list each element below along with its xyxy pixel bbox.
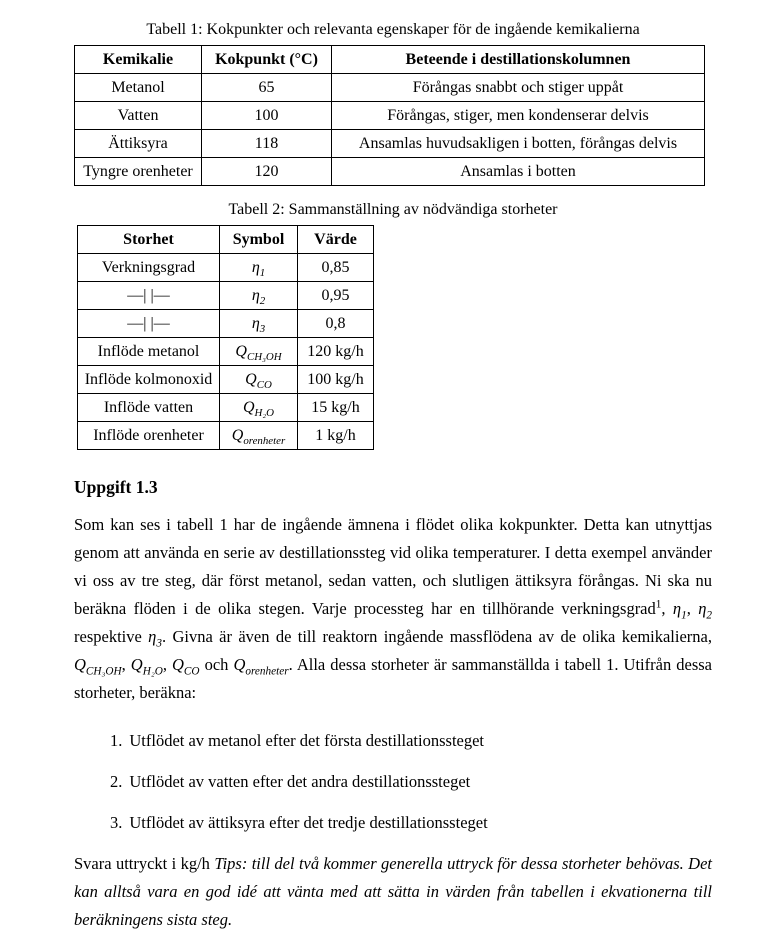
cell-varde: 0,8 — [298, 310, 374, 338]
table-row — [78, 366, 374, 394]
table-row — [75, 102, 705, 130]
cell-symbol — [220, 254, 298, 282]
table1-header-beteende: Beteende i destillationskolumnen — [332, 46, 705, 74]
table1-header-kokpunkt: Kokpunkt (°C) — [202, 46, 332, 74]
task-list — [74, 727, 712, 836]
cell-storhet: Verkningsgrad — [78, 254, 220, 282]
list-item — [110, 809, 712, 836]
symbol-eta2: $\eta_2$ — [698, 599, 712, 622]
cell-storhet: Inflöde orenheter — [78, 422, 220, 450]
cell-varde: 15 kg/h — [298, 394, 374, 422]
cell-varde: 1 kg/h — [298, 422, 374, 450]
tips-text: Tips: till del två kommer generella uttryck för dessa storheter behövas. Det kan alltså vara en god idé att vänta med att sätta in värden från tabellen i ekvationerna till beräkningens sista steg. — [74, 854, 712, 929]
symbol-q-ch3oh: $Q_{CH_3OH}$ — [74, 655, 122, 678]
cell-storhet: —| |— — [78, 282, 220, 310]
symbol-eta1: $\eta_1$ — [251, 259, 266, 280]
table2-header-symbol: Symbol — [220, 226, 298, 254]
table2-header-varde: Värde — [298, 226, 374, 254]
cell-storhet: —| |— — [78, 310, 220, 338]
table1-header-row — [75, 46, 705, 74]
cell-kemikalie: Metanol — [75, 74, 202, 102]
list-item-text: Utflödet av metanol efter det första destillationssteget — [129, 731, 485, 750]
cell-varde: 0,95 — [298, 282, 374, 310]
cell-storhet: Inflöde kolmonoxid — [78, 366, 220, 394]
table-row — [78, 422, 374, 450]
symbol-eta3: $\eta_3$ — [251, 315, 266, 336]
symbol-eta1: $\eta_1$ — [672, 599, 687, 622]
cell-beteende: Förångas, stiger, men kondenserar delvis — [332, 102, 705, 130]
cell-varde: 0,85 — [298, 254, 374, 282]
cell-kokpunkt: 65 — [202, 74, 332, 102]
cell-beteende: Förångas snabbt och stiger uppåt — [332, 74, 705, 102]
table1-header-kemikalie: Kemikalie — [75, 46, 202, 74]
symbol-q-orenheter: $Q_{orenheter}$ — [231, 427, 286, 448]
cell-kemikalie: Vatten — [75, 102, 202, 130]
table-row — [75, 74, 705, 102]
table2-header-row — [78, 226, 374, 254]
symbol-q-orenheter: $Q_{orenheter}$ — [233, 655, 289, 678]
cell-beteende: Ansamlas i botten — [332, 158, 705, 186]
table1-caption — [74, 20, 712, 40]
list-item — [110, 768, 712, 795]
table2-caption-text: Tabell 2: Sammanställning av nödvändiga storheter — [228, 201, 558, 218]
table-row — [75, 130, 705, 158]
table1-caption-text: Tabell 1: Kokpunkter och relevanta egenskaper för de ingående kemikalierna — [146, 21, 640, 38]
cell-kokpunkt: 118 — [202, 130, 332, 158]
cell-symbol — [220, 282, 298, 310]
table-row — [78, 394, 374, 422]
cell-kemikalie: Tyngre orenheter — [75, 158, 202, 186]
symbol-q-h2o: $Q_{H_2O}$ — [242, 399, 275, 420]
cell-symbol — [220, 422, 298, 450]
section-heading: Uppgift 1.3 — [74, 477, 158, 497]
cell-kokpunkt: 120 — [202, 158, 332, 186]
symbol-eta2: $\eta_2$ — [251, 287, 266, 308]
cell-symbol — [220, 338, 298, 366]
table-row — [78, 254, 374, 282]
table-row — [78, 282, 374, 310]
symbol-q-h2o: $Q_{H_2O}$ — [130, 655, 163, 678]
cell-beteende: Ansamlas huvudsakligen i botten, förångas delvis — [332, 130, 705, 158]
cell-kemikalie: Ättiksyra — [75, 130, 202, 158]
cell-symbol — [220, 366, 298, 394]
paragraph-text: Som kan ses i tabell 1 har de ingående ämnena i flödet olika kokpunkter. Detta kan utnyttjas genom att använda en serie av destillationssteg vid olika temperaturer. I detta exempel använder vi oss av tre steg, där först metanol, sedan vatten, och slutligen ättiksyra förångas. Ni ska nu beräkna flöden i de olika stegen. Varje processteg har en tillhörande verkningsgrad — [74, 515, 712, 618]
symbol-q-co: $Q_{CO}$ — [172, 655, 200, 678]
answer-unit-text: Svara uttryckt i kg/h — [74, 854, 215, 873]
cell-symbol — [220, 310, 298, 338]
table-row — [78, 338, 374, 366]
table2 — [77, 225, 374, 450]
table2-caption — [74, 200, 712, 220]
task-description-paragraph: Som kan ses i tabell 1 har de ingående ämnena i flödet olika kokpunkter. Detta kan utnyttjas genom att använda en serie av destillationssteg vid olika temperaturer. I detta exempel använder vi oss av tre steg, där först metanol, sedan vatten, och slutligen ättiksyra förångas. Ni ska nu beräkna flöden i de olika stegen. Varje processteg har en tillhörande verkningsgrad$^1$, $\eta_1$, $\eta_2$ respektive $\eta_3$. Givna är även de till reaktorn ingående massflödena av de olika kemikalierna, $Q_{CH_3OH}$, $Q_{H_2O}$, $Q_{CO}$ och $Q_{orenheter}$. Alla dessa storheter är sammanställda i tabell 1. Utifrån dessa storheter, beräkna: — [74, 515, 712, 702]
list-item-text: Utflödet av vatten efter det andra destillationssteget — [129, 772, 471, 791]
table2-header-storhet: Storhet — [78, 226, 220, 254]
cell-kokpunkt: 100 — [202, 102, 332, 130]
list-item-number: 1. — [110, 731, 123, 750]
table-row — [78, 310, 374, 338]
symbol-eta3: $\eta_3$ — [148, 627, 162, 650]
table-row — [75, 158, 705, 186]
list-item-number: 2. — [110, 772, 123, 791]
footnote-marker: 1 — [655, 598, 662, 611]
cell-storhet: Inflöde vatten — [78, 394, 220, 422]
cell-symbol — [220, 394, 298, 422]
cell-varde: 100 kg/h — [298, 366, 374, 394]
cell-varde: 120 kg/h — [298, 338, 374, 366]
answer-instruction-paragraph — [74, 850, 712, 934]
table1 — [74, 45, 705, 186]
symbol-q-ch3oh: $Q_{CH_3OH}$ — [235, 343, 282, 364]
list-item — [110, 727, 712, 754]
symbol-q-co: $Q_{CO}$ — [245, 371, 272, 392]
cell-storhet: Inflöde metanol — [78, 338, 220, 366]
list-item-text: Utflödet av ättiksyra efter det tredje destillationssteget — [129, 813, 488, 832]
list-item-number: 3. — [110, 813, 123, 832]
